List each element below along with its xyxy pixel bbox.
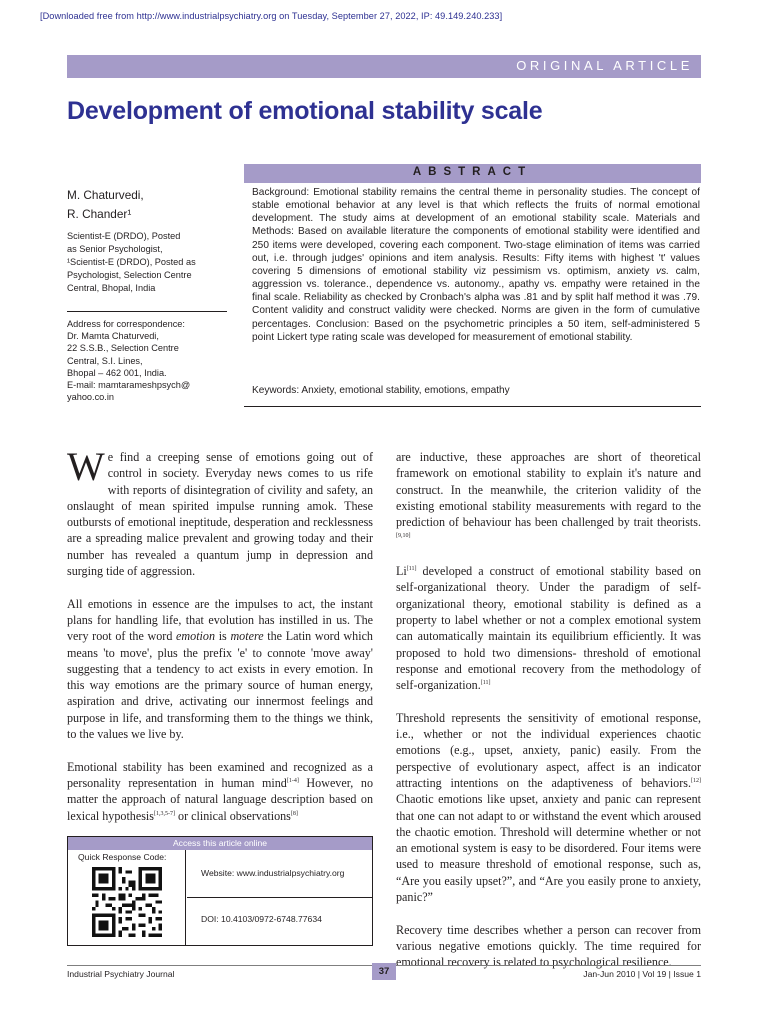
section-band — [67, 55, 701, 78]
paragraph-text: or clinical observations — [175, 808, 291, 823]
page-number: 37 — [372, 963, 396, 980]
italic-term: motere — [230, 629, 264, 644]
abstract-divider — [244, 406, 701, 407]
issue-info: Jan-Jun 2010 | Vol 19 | Issue 1 — [583, 969, 701, 979]
author-list — [67, 186, 144, 224]
website-row — [187, 850, 372, 898]
paragraph-text: Li — [396, 564, 407, 579]
access-article-box — [67, 836, 373, 946]
article-title: Development of emotional stability scale — [67, 97, 543, 125]
address-line: Dr. Mamta Chaturvedi, — [67, 331, 159, 342]
citation[interactable]: [8] — [290, 810, 298, 817]
paragraph — [396, 710, 701, 906]
paragraph-text: the Latin word which means 'to move', plus the prefix 'e' to connote 'move away' suggesting that a tendency to act exists in every emotion. In this way emotions are the primary source of human energy, aspiration and drive, activating our innermost feelings and purpose in life, and transforming them to the things we think, to the values we live by. — [67, 629, 373, 742]
paragraph-text: e find a creeping sense of emotions going out of control in society. Everyday news comes to us rife with reports of disintegration of civility and safety, an onslaught of mean spirited impulse running amok. These outbursts of emotional ineptitude, desperation and recklessness are a spreading malice prevalent and growing today and their number has revealed a quantum jump in depression and surging tide of aggression. — [67, 450, 373, 579]
abstract-vs: vs. — [656, 265, 670, 277]
abstract-text: calm, aggression vs. tolerance., dependence vs. autonomy., apathy vs. empathy were retained in the final scale. Reliability as checked by Cronbach's alpha was .81 and by split half method it was .79. Content validity and construct validity were checked. Norms are given in the form of cumulative percentages. Conclusion: Based on the psychometric principles a 50 item, self-administered 5 point Lickert type rating scale was developed for measurement of emotional stability. — [252, 265, 700, 343]
citation[interactable]: [9,10] — [396, 533, 411, 540]
journal-name: Industrial Psychiatry Journal — [67, 969, 175, 979]
correspondence-address — [67, 318, 239, 403]
citation[interactable]: [1,3,5-7] — [154, 810, 175, 817]
paragraph — [67, 759, 373, 824]
paragraph-text: However, no matter the approach of natural language description based on lexical hypothesis — [67, 775, 373, 823]
affiliation-line: ¹Scientist-E (DRDO), Posted as — [67, 257, 196, 268]
paragraph — [396, 922, 701, 971]
citation[interactable]: [12] — [691, 777, 701, 784]
italic-term: emotion — [176, 629, 216, 644]
paragraph — [396, 449, 701, 547]
doi-link[interactable]: DOI: 10.4103/0972-6748.77634 — [201, 914, 322, 924]
author-name: R. Chander¹ — [67, 207, 132, 221]
paragraph-text: Recovery time describes whether a person can recover from various negative emotions quickly. The time required for emotional recovery is related to psychological resilience. — [396, 922, 701, 970]
affiliation-line: Central, Bhopal, India — [67, 283, 156, 294]
abstract-body — [252, 186, 700, 344]
website-link[interactable]: Website: www.industrialpsychiatry.org — [201, 868, 345, 878]
citation[interactable]: [1-4] — [286, 777, 299, 784]
address-line: 22 S.S.B., Selection Centre — [67, 343, 179, 354]
paragraph-text: are inductive, these approaches are short of theoretical framework on emotional stability to explain it's nature and construct. In the meanwhile, the criterion validity of the existing emotional stability measurements with regard to the prediction of behaviour has been challenged by trait theorists. — [396, 450, 701, 530]
paragraph-text: developed a construct of emotional stability based on self-organizational theory. Under the paradigm of self-organizational theory, emotional stability is defined as a property to label whether or not a complex emotional system can automatically maintain its equilibrium efficiently. It was proposed to hold two dimensions- threshold of emotional response and emotional recovery from the methodology of self-organization. — [396, 564, 701, 693]
author-name: M. Chaturvedi, — [67, 188, 144, 202]
article-links-panel — [187, 850, 372, 945]
keywords: Keywords: Anxiety, emotional stability, emotions, empathy — [252, 385, 510, 396]
paragraph-text: Threshold represents the sensitivity of emotional response, i.e., whether or not the individual experiences chaotic emotions (e.g., upset, anxiety, panic) easily. From the perspective of evolutionary aspect, affect is an indicator attracting intentions on the adaptiveness of behaviors. — [396, 710, 701, 790]
affiliation-line: Scientist-E (DRDO), Posted — [67, 231, 181, 241]
email-line: yahoo.co.in — [67, 392, 114, 403]
paragraph-text: is — [215, 629, 231, 644]
body-column-right — [396, 449, 701, 987]
address-line: Address for correspondence: — [67, 319, 185, 329]
qr-label: Quick Response Code: — [78, 852, 167, 862]
paragraph — [396, 563, 701, 693]
abstract-text: Background: Emotional stability remains the central theme in personality studies. The concept of stable emotional behavior at any level is that which reflects the fruits of normal emotional development. The study aims at development of an emotional stability scale. Materials and Methods: Based on available literature the components of emotional stability were identified and 250 items were developed, covering each component. Two-stage elimination of items was carried out, i.e. through judges' opinions and item analysis. Results: Fifty items with highest 't' values covering 5 dimensions of emotional stability viz pessimism vs. optimism, anxiety — [252, 187, 700, 277]
paragraph — [67, 444, 373, 579]
abstract-band — [244, 164, 701, 183]
qr-code-icon[interactable] — [92, 867, 162, 937]
affiliation-line: as Senior Psychologist, — [67, 244, 163, 255]
access-heading: Access this article online — [68, 837, 372, 850]
address-line: Central, S.I. Lines, — [67, 355, 143, 366]
paragraph-text: Chaotic emotions like upset, anxiety and panic can represent that one can not adapt to or withstand the event which aroused the chaotic emotion. Threshold will determine whether or not an emotional system is easy to be disordered. Four items were used to measure threshold of emotional response, such as, “Are you easily upset?”, and “Are you easily prone to anxiety, panic?” — [396, 792, 701, 905]
body-column-left — [67, 444, 373, 840]
email-line: E-mail: mamtarameshpsych@ — [67, 380, 191, 391]
paragraph — [67, 596, 373, 743]
affiliation-line: Psychologist, Selection Centre — [67, 270, 192, 281]
side-divider — [67, 311, 227, 312]
paragraph-text: All emotions in essence are the impulses to act, the instant plans for handling life, that evolution has instilled in us. The very root of the word — [67, 596, 373, 644]
qr-panel — [68, 850, 186, 945]
abstract-label: ABSTRACT — [412, 166, 533, 178]
affiliation — [67, 230, 239, 295]
address-line: Bhopal – 462 001, India. — [67, 367, 167, 378]
download-notice: [Downloaded free from http://www.industrialpsychiatry.org on Tuesday, September 27, 2022, IP: 49.149.240.233] — [40, 11, 503, 21]
paragraph-text: Emotional stability has been examined and recognized as a personality representation in human mind — [67, 759, 373, 790]
citation[interactable]: [11] — [480, 680, 491, 687]
drop-cap: W — [67, 444, 105, 489]
section-label: ORIGINAL ARTICLE — [516, 58, 693, 73]
citation[interactable]: [11] — [406, 566, 417, 573]
